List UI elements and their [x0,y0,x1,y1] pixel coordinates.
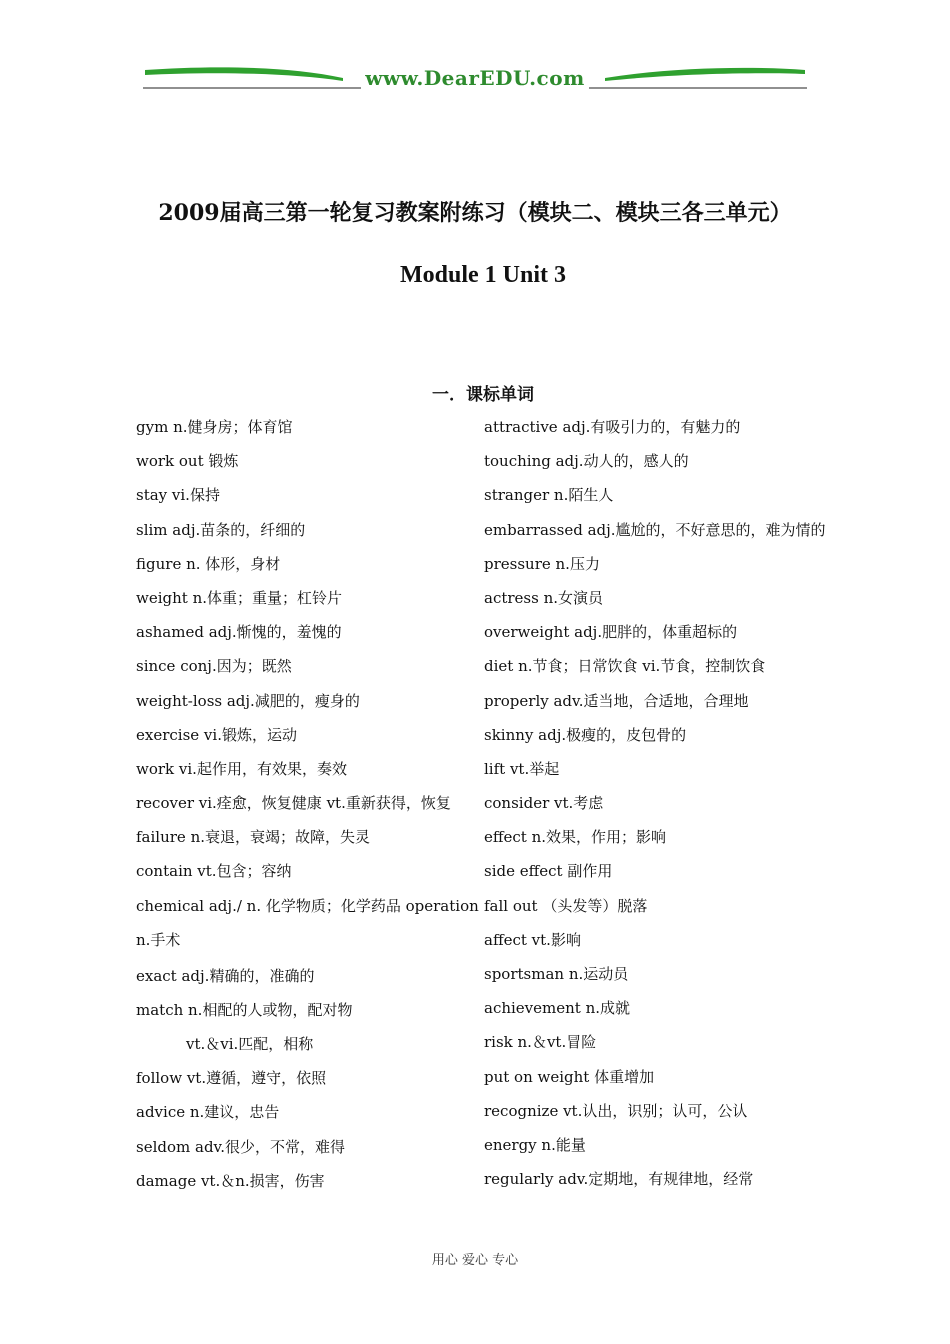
vocab-item: advice n.建议，忠告 [136,1103,280,1122]
vocab-list-left [136,410,486,1198]
vocab-item: failure n.衰退，衰竭；故障，失灵 [136,828,370,847]
vocab-item: embarrassed adj.尴尬的，不好意思的，难为情的 [484,520,826,539]
vocab-item: regularly adv.定期地，有规律地，经常 [484,1170,754,1189]
vocab-item: exact adj.精确的，准确的 [136,966,315,985]
vocab-item: gym n.健身房；体育馆 [136,418,293,436]
vocab-item: skinny adj.极瘦的，皮包骨的 [484,725,687,744]
vocab-item: match n.相配的人或物，配对物 [136,1000,353,1019]
vocab-item: fall out （头发等）脱落 [484,896,648,915]
vocab-item: stranger n.陌生人 [484,486,614,505]
vocab-item: touching adj.动人的，感人的 [484,452,689,471]
site-header-banner [143,64,807,94]
vocab-item: lift vt.举起 [484,759,560,778]
vocab-item: risk n.＆vt.冒险 [484,1033,597,1052]
vocab-item: properly adv.适当地，合适地，合理地 [484,691,749,710]
vocab-item: contain vt.包含；容纳 [136,862,292,881]
document-title: 2009届高三第一轮复习教案附练习（模块二、模块三各三单元） [158,200,792,226]
vocab-item: side effect 副作用 [484,862,613,881]
vocab-item: damage vt.＆n.损害，伤害 [136,1171,325,1190]
site-name: www.DearEDU.com [143,66,807,90]
vocab-item: slim adj.苗条的，纤细的 [136,520,306,539]
vocab-item: since conj.因为；既然 [136,657,292,676]
vocab-item: recover vi.痊愈，恢复健康 vt.重新获得，恢复 [136,794,451,813]
section-heading: 一．课标单词 [432,385,534,405]
vocab-item: attractive adj.有吸引力的，有魅力的 [484,418,741,436]
vocab-item: work vi.起作用，有效果，奏效 [136,759,347,778]
vocab-item: pressure n.压力 [484,554,600,573]
vocab-item: effect n.效果，作用；影响 [484,828,667,847]
vocab-item: affect vt.影响 [484,930,581,949]
vocab-item: chemical adj./ n. 化学物质；化学药品 operation n.手术 [136,896,479,949]
document-subtitle: Module 1 Unit 3 [399,262,566,288]
vocab-item: weight-loss adj.减肥的，瘦身的 [136,691,360,710]
vocab-item: actress n.女演员 [484,588,604,607]
vocab-item: exercise vi.锻炼，运动 [136,725,297,744]
vocab-item: vt.＆vi.匹配，相称 [186,1035,314,1053]
page-footer: 用心 爱心 专心 [431,1253,519,1268]
vocab-item: diet n.节食；日常饮食 vi.节食，控制饮食 [484,657,766,676]
vocab-list-right [484,410,864,1196]
vocab-item: achievement n.成就 [484,999,631,1018]
vocab-item: recognize vt.认出，识别；认可，公认 [484,1101,748,1120]
vocab-item: weight n.体重；重量；杠铃片 [136,588,343,607]
vocab-item: overweight adj.肥胖的，体重超标的 [484,623,738,642]
vocab-item: sportsman n.运动员 [484,965,629,983]
vocab-item: figure n. 体形，身材 [136,554,281,573]
vocab-item: ashamed adj.惭愧的，羞愧的 [136,623,342,642]
vocab-item: follow vt.遵循，遵守，依照 [136,1069,327,1088]
vocab-item: consider vt.考虑 [484,794,604,813]
vocab-item: put on weight 体重增加 [484,1067,655,1086]
vocab-item: energy n.能量 [484,1135,586,1154]
vocab-item: seldom adv.很少，不常，难得 [136,1137,346,1156]
vocab-item: stay vi.保持 [136,486,220,505]
vocab-item: work out 锻炼 [136,452,239,471]
